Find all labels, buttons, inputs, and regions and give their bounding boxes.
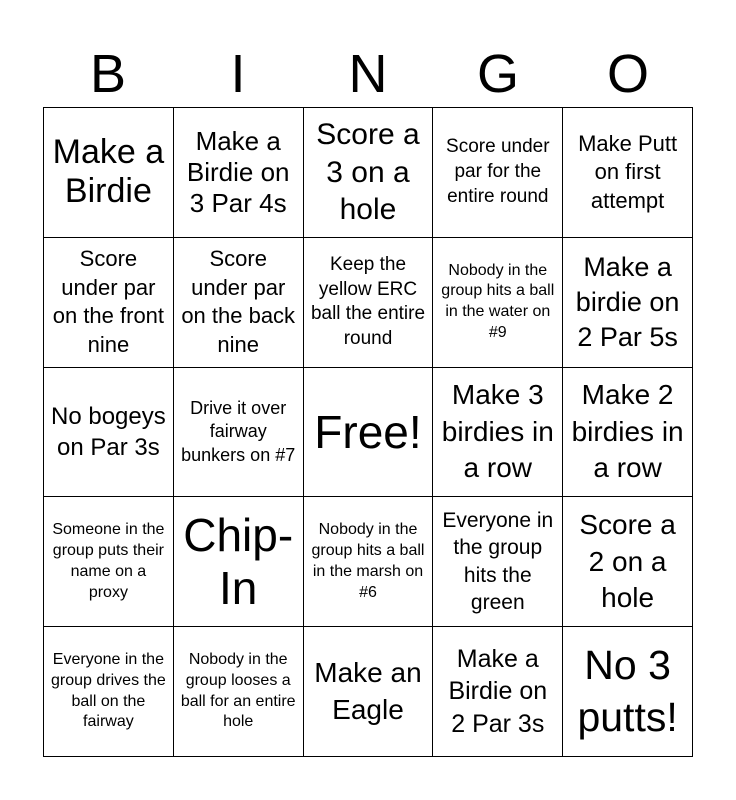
cell-text: Score a 2 on a hole: [579, 509, 676, 613]
cell-text: Everyone in the group drives the ball on the fairway: [51, 651, 166, 731]
cell-text: Make a Birdie on 3 Par 4s: [186, 126, 290, 218]
header-letter-g: G: [476, 44, 519, 104]
cell-text: Make Putt on first attempt: [578, 130, 678, 213]
bingo-cell[interactable]: [304, 368, 434, 498]
cell-text: Score under par on the front nine: [52, 246, 165, 357]
header-letter-n: N: [348, 44, 388, 104]
bingo-cell[interactable]: [174, 497, 304, 627]
cell-text: Nobody in the group looses a ball for an entire hole: [180, 651, 296, 731]
bingo-cell[interactable]: [563, 497, 693, 627]
cell-text: Someone in the group puts their name on a proxy: [52, 521, 165, 601]
bingo-cell[interactable]: [44, 497, 174, 627]
cell-text: Make an Eagle: [314, 657, 422, 725]
bingo-cell[interactable]: [44, 108, 174, 238]
cell-text: Drive it over fairway bunkers on #7: [181, 397, 296, 465]
bingo-cell[interactable]: [304, 627, 434, 757]
bingo-cell[interactable]: [563, 108, 693, 238]
bingo-cell[interactable]: [304, 497, 434, 627]
bingo-cell[interactable]: [563, 627, 693, 757]
bingo-cell[interactable]: [433, 368, 563, 498]
cell-text: Score under par on the back nine: [181, 246, 296, 357]
bingo-cell[interactable]: [563, 238, 693, 368]
bingo-header: [43, 40, 693, 108]
header-letter-b: B: [89, 44, 127, 104]
bingo-cell[interactable]: [563, 368, 693, 498]
bingo-cell[interactable]: [44, 627, 174, 757]
cell-text: No 3 putts!: [577, 642, 678, 740]
cell-text: Make a Birdie: [52, 133, 165, 211]
bingo-cell[interactable]: [433, 108, 563, 238]
bingo-cell[interactable]: [433, 238, 563, 368]
cell-text: Make a birdie on 2 Par 5s: [575, 251, 680, 352]
bingo-cell[interactable]: [44, 238, 174, 368]
header-letter-i: I: [230, 44, 246, 104]
bingo-cell[interactable]: [174, 108, 304, 238]
cell-text: Score a 3 on a hole: [316, 118, 420, 227]
cell-text: Keep the yellow ERC ball the entire round: [310, 253, 426, 349]
bingo-cell[interactable]: [433, 627, 563, 757]
bingo-cell[interactable]: [304, 238, 434, 368]
cell-text: Make a Birdie on 2 Par 3s: [448, 644, 548, 738]
cell-text: Chip-In: [183, 508, 294, 614]
free-space: Free!: [314, 405, 422, 458]
cell-text: Make 2 birdies in a row: [571, 379, 684, 484]
cell-text: Everyone in the group hits the green: [442, 509, 554, 615]
bingo-cell[interactable]: [44, 368, 174, 498]
bingo-cell[interactable]: [174, 627, 304, 757]
bingo-grid: [43, 107, 693, 757]
header-letter-o: O: [606, 44, 649, 104]
cell-text: Nobody in the group hits a ball in the water on #9: [441, 261, 555, 341]
bingo-cell[interactable]: [433, 497, 563, 627]
cell-text: No bogeys on Par 3s: [51, 402, 166, 461]
cell-text: Nobody in the group hits a ball in the marsh on #6: [311, 521, 425, 601]
cell-text: Score under par for the entire round: [446, 136, 550, 207]
bingo-cell[interactable]: [174, 368, 304, 498]
bingo-cell[interactable]: [304, 108, 434, 238]
cell-text: Make 3 birdies in a row: [441, 379, 554, 484]
bingo-cell[interactable]: [174, 238, 304, 368]
